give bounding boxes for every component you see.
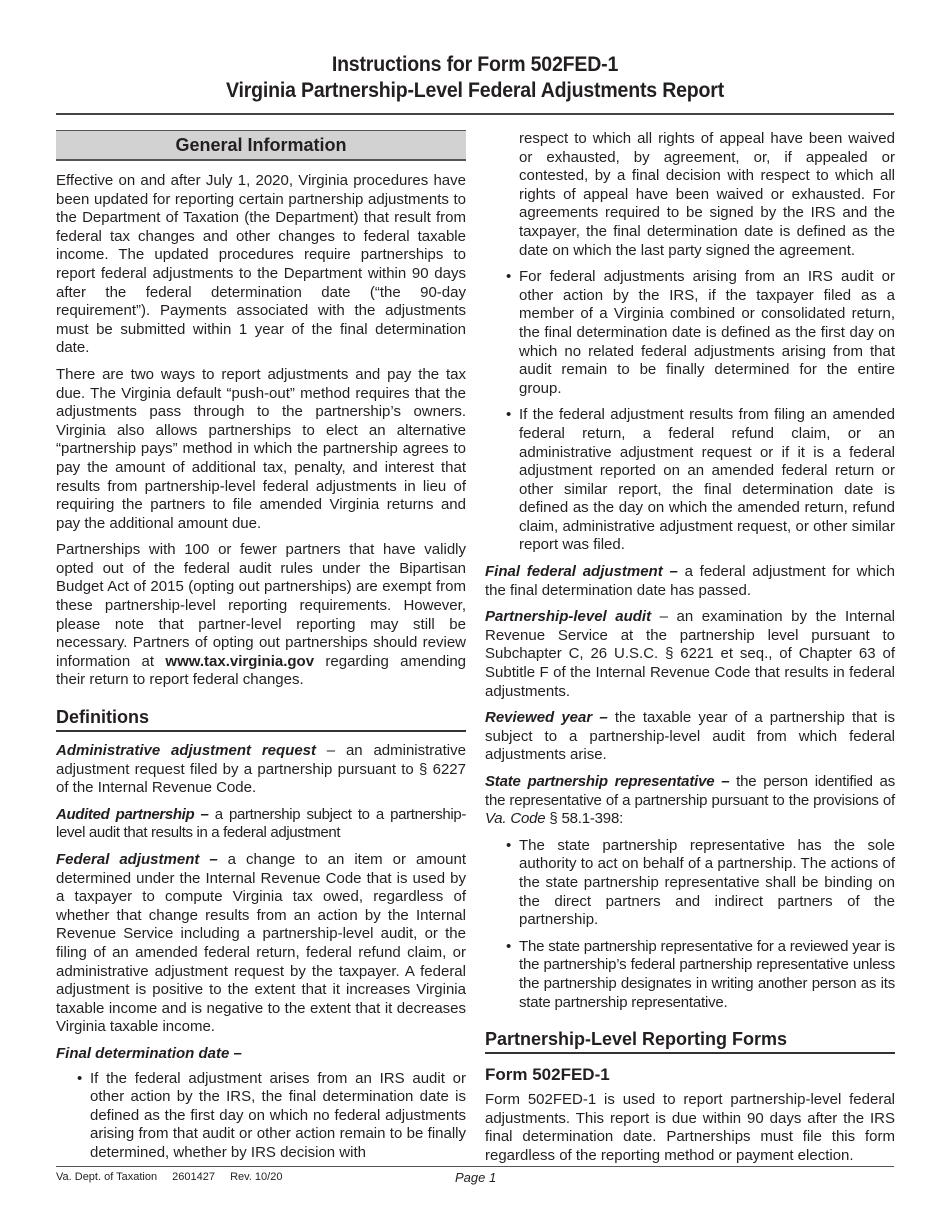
title-line-2: Virginia Partnership-Level Federal Adjustments Report	[225, 79, 725, 102]
definitions-heading: Definitions	[56, 706, 466, 732]
list-item: • If the federal adjustment arises from an IRS audit or other action by the IRS, the final determination date is defined as the first day on which no federal adjustments arising from that audit or other action remain to be finally determined, whether by IRS decision with	[77, 1069, 466, 1161]
footer-divider	[56, 1166, 894, 1167]
bullet-icon: •	[506, 406, 512, 424]
definition-administrative-adjustment-request: Administrative adjustment request – an administrative adjustment request filed by a partnership pursuant to § 6227 of the Internal Revenue Code.	[56, 742, 466, 797]
definition-federal-adjustment: Federal adjustment – a change to an item or amount determined under the Internal Revenue Code that is used by a taxpayer to compute Virginia tax owed, regardless of whether that change results from an action by the Internal Revenue Service including a partnership-level audit, or the filing of an amended federal return, federal refund claim, or administrative adjustment request by the taxpayer. A federal adjustment is positive to the extent that it increases Virginia taxable income and is negative to the extent that it decreases Virginia taxable income.	[56, 851, 466, 1036]
definition-term: State partnership representative –	[485, 773, 730, 790]
list-item: • The state partnership representative for a reviewed year is the partnership’s federal partnership representative unless the partnership designates in writing another person as its state partnership representative.	[506, 937, 895, 1011]
bullet-icon: •	[506, 836, 512, 854]
definition-term: Reviewed year –	[485, 709, 608, 727]
state-partnership-representative-list	[485, 837, 895, 1012]
page-title	[33, 52, 917, 104]
list-item: • The state partnership representative has the sole authority to act on behalf of a partnership. The actions of the state partnership representative shall be binding on the direct partners and indirect partners of the partnership.	[506, 836, 895, 929]
form-502fed-1-heading: Form 502FED-1	[485, 1065, 610, 1085]
definition-final-determination-date	[56, 1045, 466, 1064]
left-column	[56, 130, 466, 1171]
definition-state-partnership-representative: State partnership representative – the person identified as the representative of a partnership pursuant to the provisions of Va. Code § 58.1-398:	[485, 773, 896, 828]
list-item: • If the federal adjustment results from filing an amended federal return, a federal refund claim, or an administrative adjustment request or if it is a federal adjustment reported on an amended federal return or other similar report, the final determination date is defined as the day on which the amended return, refund claim, administrative adjustment request, or other similar report was filed.	[506, 406, 895, 554]
list-item-continuation: respect to which all rights of appeal have been waived or exhausted, by agreement, or, if appealed or contested, by a final decision with respect to which all rights of appeal have been waived or exhausted. For agreements required to be signed by the IRS and the taxpayer, the final determination date is defined as the date on which the last party signed the agreement.	[519, 130, 895, 259]
bullet-icon: •	[506, 937, 512, 955]
definition-term: Federal adjustment –	[56, 851, 218, 868]
general-information-heading: General Information	[56, 130, 466, 161]
list-item: • For federal adjustments arising from an IRS audit or other action by the IRS, if the taxpayer filed as a member of a Virginia combined or consolidated return, the final determination date is defined as the first day on which no related federal adjustments arising from that audit remain to be finally determined for the entire group.	[506, 268, 895, 397]
definition-reviewed-year: Reviewed year – the taxable year of a partnership that is subject to a partnership-level audit from which federal adjustments arise.	[485, 709, 895, 764]
form-502fed-1-description: Form 502FED-1 is used to report partnership-level federal adjustments. This report is due within 90 days after the IRS final determination date. Partnerships must file this form regardless of the reporting method or payment election.	[485, 1091, 895, 1164]
footer-revision: Rev. 10/20	[230, 1171, 283, 1183]
bullet-icon: •	[77, 1069, 83, 1087]
title-line-1: Instructions for Form 502FED-1	[331, 53, 619, 76]
general-info-paragraph-3: Partnerships with 100 or fewer partners that have validly opted out of the federal audit rules under the Bipartisan Budget Act of 2015 (opting out partnerships) are exempt from these partnership-level reporting requirements. However, please note that partner-level reporting may still be necessary. Partners of opting out partnerships should review information at www.tax.virginia.gov regarding amending their return to report federal changes.	[56, 541, 467, 689]
page-number: Page 1	[455, 1170, 497, 1185]
title-divider	[56, 113, 894, 115]
definition-term: Final determination date –	[56, 1044, 242, 1062]
footer-agency: Va. Dept. of Taxation	[56, 1171, 158, 1183]
definition-audited-partnership: Audited partnership – a partnership subject to a partnership-level audit that results in a federal adjustment	[56, 805, 466, 842]
definition-term: Final federal adjustment –	[485, 563, 678, 581]
definition-partnership-level-audit: Partnership-level audit – an examination by the Internal Revenue Service at the partnership level pursuant to Subchapter C, 26 U.S.C. § 6221 et seq., of Chapter 63 of Subtitle F of the Internal Revenue Code that results in federal adjustments.	[485, 608, 895, 700]
right-column	[485, 130, 895, 1174]
footer-info	[56, 1171, 294, 1183]
reporting-forms-heading: Partnership-Level Reporting Forms	[485, 1028, 895, 1054]
definition-term: Administrative adjustment request	[56, 742, 316, 760]
definition-term: Partnership-level audit	[485, 608, 652, 626]
footer-form-number: 2601427	[172, 1171, 215, 1183]
tax-website-link[interactable]: www.tax.virginia.gov	[165, 652, 315, 670]
definition-term: Audited partnership –	[56, 805, 209, 823]
general-info-paragraph-2: There are two ways to report adjustments and pay the tax due. The Virginia default “push-out” method requires that the adjustments pass through to the partnership’s owners. Virginia also allows partnerships to elect an alternative “partnership pays” method in which the partnership agrees to pay the amount of additional tax, penalty, and interest that results from partnership-level federal adjustments in lieu of requiring the partners to file amended Virginia returns and pay the additional amount due.	[56, 365, 466, 532]
general-info-paragraph-1: Effective on and after July 1, 2020, Virginia procedures have been updated for reporting certain partnership adjustments to the Department of Taxation (the Department) that result from federal tax changes and other changes to federal taxable income. The updated procedures require partnerships to report federal adjustments to the Department within 90 days after the federal determination date (“the 90-day requirement”). Payments associated with the adjustments must be submitted within 1 year of the final determination date.	[56, 172, 466, 357]
definition-final-federal-adjustment: Final federal adjustment – a federal adjustment for which the final determination date has passed.	[485, 563, 896, 599]
final-determination-date-list	[56, 1070, 466, 1163]
bullet-icon: •	[506, 268, 512, 286]
final-determination-date-list-continued	[485, 268, 895, 555]
